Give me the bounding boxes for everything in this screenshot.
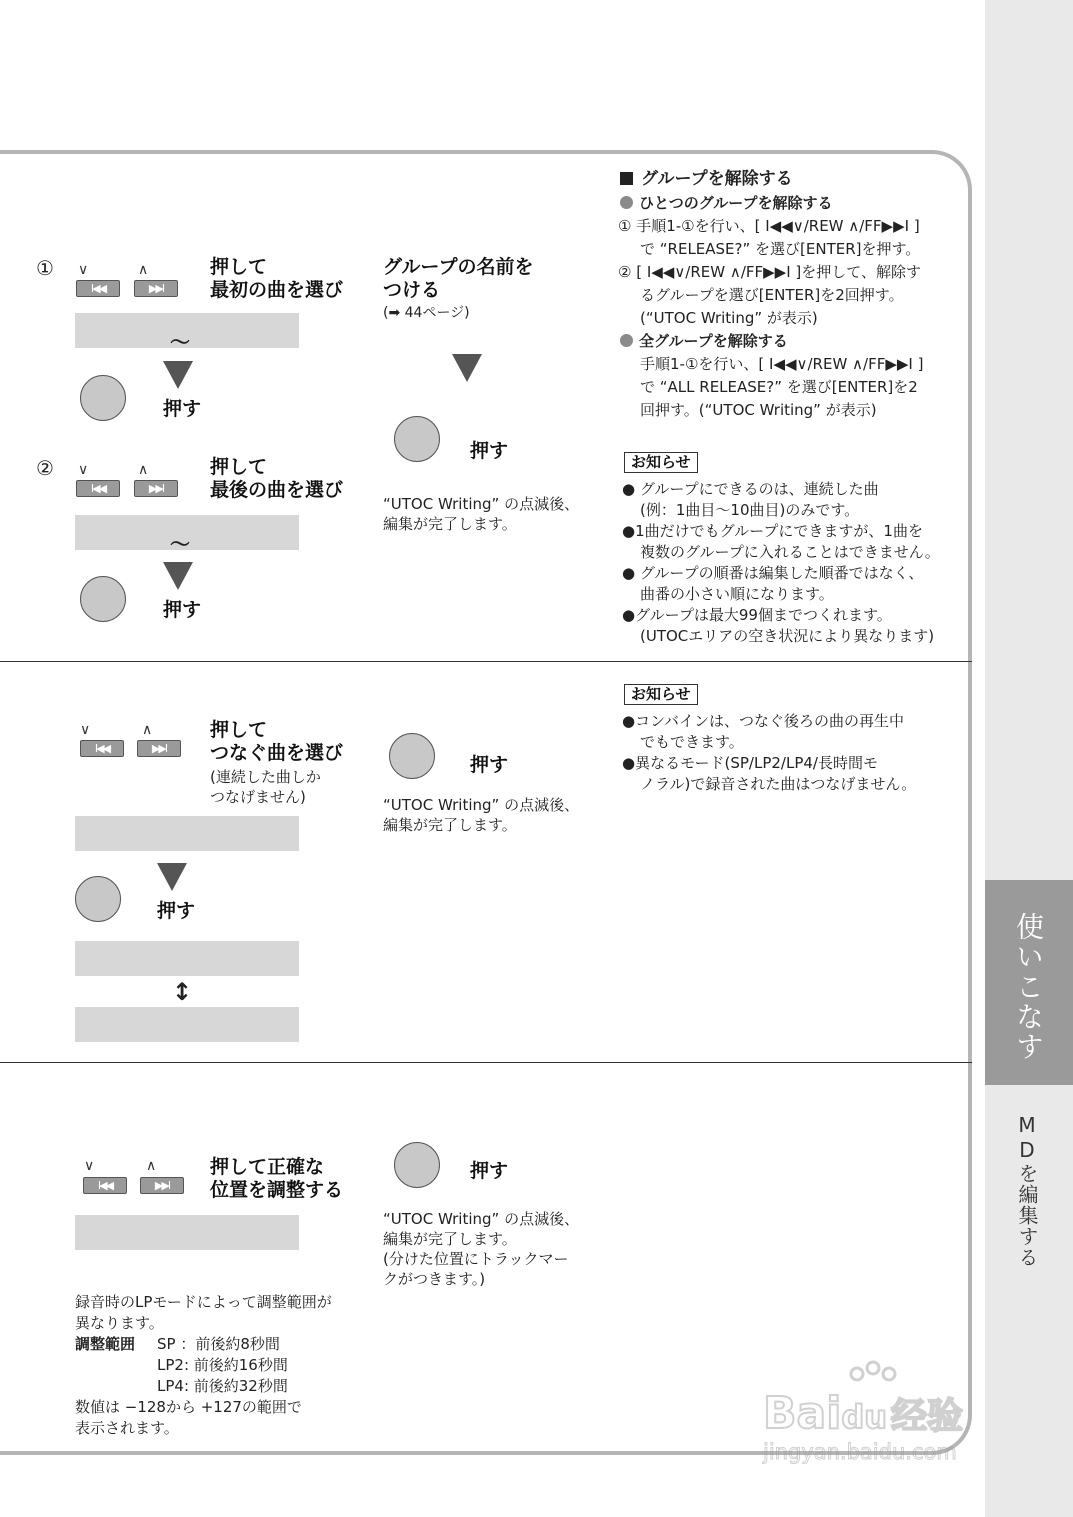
instruction-text: で “RELEASE?” を選び[ENTER]を押す。 [640, 240, 921, 258]
prev-track-button-icon: I◀◀ [83, 1177, 127, 1194]
notice-label: お知らせ [624, 452, 698, 473]
circle-bullet-icon [620, 196, 633, 209]
step-instruction [210, 719, 343, 765]
note-line: 異なります。 [75, 1314, 164, 1332]
circle-bullet-icon [620, 334, 633, 347]
release-all-subheading [620, 331, 788, 352]
instruction-line: 最初の曲を選び [210, 279, 344, 301]
instruction-text: で “ALL RELEASE?” を選び[ENTER]を2 [640, 378, 918, 396]
next-track-button-icon: ▶▶I [137, 740, 181, 757]
brand-text: Bai [763, 1388, 842, 1439]
enter-button-icon [389, 733, 435, 779]
prev-track-button-icon: I◀◀ [76, 480, 120, 497]
enter-button-icon [80, 576, 126, 622]
note-line: クがつきます。) [383, 1270, 486, 1288]
page-reference: (➡ 44ページ) [383, 305, 470, 321]
prev-track-button-icon: I◀◀ [80, 740, 124, 757]
section-divider [0, 661, 972, 662]
instruction-line: 押して正確な [210, 1156, 325, 1178]
brand-text: du [841, 1398, 887, 1436]
brand-text: 经验 [891, 1396, 964, 1437]
instruction-text: ① 手順1-①を行い、[ I◀◀∨/REW ∧/FF▶▶I ] [618, 217, 920, 235]
note-line: 編集が完了します。 [383, 816, 517, 834]
step-instruction [210, 456, 343, 502]
notice-text: 複数のグループに入れることはできません。 [640, 543, 940, 561]
subheading-text: 全グループを解除する [639, 332, 788, 350]
step-instruction [210, 256, 343, 302]
range-value: LP4: 前後約32秒間 [157, 1377, 288, 1395]
display-panel [75, 816, 299, 851]
instruction-line: つける [383, 279, 441, 301]
enter-button-icon [394, 416, 440, 462]
range-value: SP ：前後約8秒間 [157, 1335, 280, 1353]
notice-text: (UTOCエリアの空き状況により異なります) [640, 627, 935, 645]
notice-text: (例：1曲目〜10曲目)のみです。 [640, 501, 860, 519]
section-divider [0, 1062, 972, 1063]
step-note [210, 767, 321, 807]
note-line: (連続した曲しか [210, 768, 321, 786]
watermark-url: jingyan.baidu.com [763, 1440, 957, 1464]
up-caret-label: ∧ [138, 462, 149, 478]
press-label: 押す [163, 398, 202, 420]
release-group-heading [620, 169, 793, 190]
updown-arrow-icon: ↕ [172, 978, 193, 1006]
square-bullet-icon [620, 172, 633, 185]
instruction-line: つなぐ曲を選び [210, 742, 344, 764]
side-index-bar [985, 0, 1073, 1517]
display-panel [75, 941, 299, 976]
enter-button-icon [75, 876, 121, 922]
completion-note [383, 1209, 579, 1289]
note-line: (分けた位置にトラックマー [383, 1250, 569, 1268]
range-value: LP2: 前後約16秒間 [157, 1356, 288, 1374]
note-line: “UTOC Writing” の点滅後、 [383, 495, 580, 513]
subheading-text: ひとつのグループを解除する [639, 194, 833, 212]
range-label: 調整範囲 [75, 1335, 136, 1353]
instruction-text: 回押す。(“UTOC Writing” が表示) [640, 401, 877, 419]
down-arrow-icon [157, 863, 187, 891]
next-track-button-icon: ▶▶I [140, 1177, 184, 1194]
instruction-line: 最後の曲を選び [210, 479, 344, 501]
instruction-line: 押して [210, 719, 268, 741]
note-line: 編集が完了します。 [383, 1230, 517, 1248]
prev-track-button-icon: I◀◀ [76, 280, 120, 297]
range-row [75, 1334, 332, 1355]
step-instruction [383, 256, 533, 302]
note-line: つなげません) [210, 788, 306, 806]
note-line: 録音時のLPモードによって調整範囲が [75, 1293, 332, 1311]
step-number-2: ② [36, 456, 54, 480]
note-line: “UTOC Writing” の点滅後、 [383, 796, 580, 814]
notice-text: ● グループにできるのは、連続した曲 [622, 480, 879, 498]
note-line: “UTOC Writing” の点滅後、 [383, 1210, 580, 1228]
press-label: 押す [470, 1160, 509, 1182]
adjust-range-note [75, 1292, 332, 1439]
instruction-line: 押して [210, 256, 268, 278]
down-caret-label: ∨ [78, 262, 89, 278]
notice-text: でもできます。 [640, 733, 744, 751]
enter-button-icon [80, 375, 126, 421]
notice-text: ●グループは最大99個までつくれます。 [622, 606, 892, 624]
notice-text: ●1曲だけでもグループにできますが、1曲を [622, 522, 923, 540]
side-tab-label-section: MDを編集する [1015, 1113, 1039, 1268]
up-caret-label: ∧ [138, 262, 149, 278]
instruction-text: 手順1-①を行い、[ I◀◀∨/REW ∧/FF▶▶I ] [640, 355, 924, 373]
down-caret-label: ∨ [80, 722, 91, 738]
down-arrow-icon [163, 562, 193, 590]
tilde-mark: 〜 [170, 330, 190, 354]
step-number-1: ① [36, 256, 54, 280]
down-arrow-icon [452, 354, 482, 382]
down-caret-label: ∨ [84, 1158, 95, 1174]
baidu-watermark [763, 1360, 1003, 1470]
next-track-button-icon: ▶▶I [134, 280, 178, 297]
down-caret-label: ∨ [78, 462, 89, 478]
enter-button-icon [394, 1142, 440, 1188]
press-label: 押す [470, 754, 509, 776]
step-instruction [210, 1156, 343, 1202]
notice-label: お知らせ [624, 684, 698, 705]
instruction-text: るグループを選び[ENTER]を2回押す。 [640, 286, 904, 304]
instruction-text: ② [ I◀◀∨/REW ∧/FF▶▶I ]を押して、解除す [618, 263, 921, 281]
notice-text: ノラル)で録音された曲はつなげません。 [640, 775, 917, 793]
note-line: 編集が完了します。 [383, 515, 517, 533]
up-caret-label: ∧ [142, 722, 153, 738]
press-label: 押す [470, 440, 509, 462]
up-caret-label: ∧ [146, 1158, 157, 1174]
completion-note [383, 795, 579, 835]
display-panel [75, 1215, 299, 1250]
press-label: 押す [163, 599, 202, 621]
notice-text: 曲番の小さい順になります。 [640, 585, 834, 603]
down-arrow-icon [163, 361, 193, 389]
display-panel [75, 1007, 299, 1042]
tilde-mark: 〜 [170, 532, 190, 556]
instruction-line: 押して [210, 456, 268, 478]
notice-text: ● グループの順番は編集した順番ではなく、 [622, 564, 924, 582]
completion-note [383, 494, 579, 534]
side-tab-label-active: 使いこなす [1012, 912, 1045, 1062]
note-line: 表示されます。 [75, 1419, 179, 1437]
notice-text: ●異なるモード(SP/LP2/LP4/長時間モ [622, 754, 878, 772]
instruction-line: 位置を調整する [210, 1179, 344, 1201]
instruction-line: グループの名前を [383, 256, 534, 278]
press-label: 押す [157, 900, 196, 922]
next-track-button-icon: ▶▶I [134, 480, 178, 497]
instruction-text: (“UTOC Writing” が表示) [640, 309, 818, 327]
notice-text: ●コンバインは、つなぐ後ろの曲の再生中 [622, 712, 905, 730]
watermark-brand [763, 1388, 963, 1439]
heading-text: グループを解除する [641, 169, 793, 189]
note-line: 数値は −128から +127の範囲で [75, 1398, 302, 1416]
release-one-subheading [620, 193, 833, 214]
